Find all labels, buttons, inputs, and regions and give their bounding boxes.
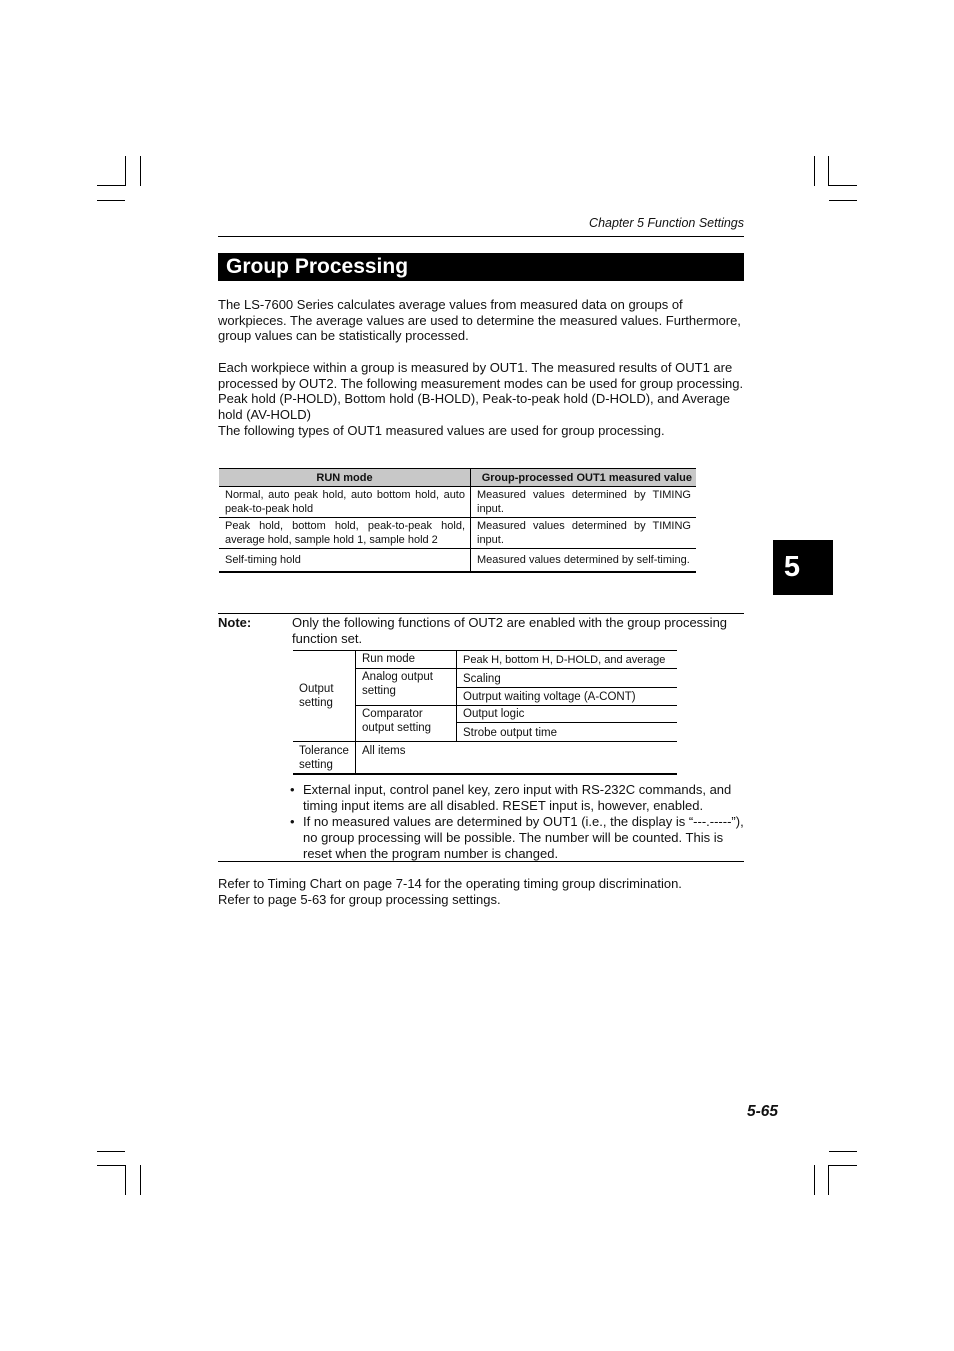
bullet-text: External input, control panel key, zero input with RS-232C commands, and timing input items are all disabled. RESET input is, however, enabled. xyxy=(303,782,732,813)
list-item xyxy=(290,814,750,862)
bullet-icon: • xyxy=(290,813,295,829)
table-cell: Measured values determined by self-timing. xyxy=(471,549,697,573)
reference-line-1: Refer to Timing Chart on page 7-14 for the operating timing group discrimination. xyxy=(218,876,682,891)
intro-paragraph-2 xyxy=(218,360,748,439)
chapter-tab: 5 xyxy=(773,540,833,595)
table-cell: Self-timing hold xyxy=(219,549,471,573)
output-logic-cell: Output logic xyxy=(457,706,678,723)
note-bullets xyxy=(290,782,750,862)
column-header: RUN mode xyxy=(219,469,471,487)
analog-output-cell: Analog output setting xyxy=(356,669,457,706)
tolerance-setting-cell: Tolerance setting xyxy=(293,742,356,775)
reference-paragraph xyxy=(218,876,748,907)
reference-line-2: Refer to page 5-63 for group processing settings. xyxy=(218,891,501,907)
intro-line-1: Each workpiece within a group is measured by OUT1. The measured results of OUT1 are processed by OUT2. The following measurement modes can be used for group processing. xyxy=(218,360,744,391)
bullet-text: If no measured values are determined by OUT1 (i.e., the display is “---.-----”), no group processing will be possible. The number will be counted. This is reset when the program number is changed. xyxy=(303,813,744,861)
table-header-row xyxy=(219,469,696,487)
column-header: Group-processed OUT1 measured value xyxy=(471,469,697,487)
intro-line-2: Peak hold (P-HOLD), Bottom hold (B-HOLD), Peak-to-peak hold (D-HOLD), and Average hold (AV-HOLD) xyxy=(218,391,731,423)
chapter-header: Chapter 5 Function Settings xyxy=(589,216,744,230)
page-title: Group Processing xyxy=(218,253,744,281)
table-cell: Peak hold, bottom hold, peak-to-peak hold, average hold, sample hold 1, sample hold 2 xyxy=(219,518,471,549)
table-cell: Measured values determined by TIMING input. xyxy=(471,518,697,549)
waiting-voltage-cell: Outrput waiting voltage (A-CONT) xyxy=(457,688,678,706)
run-mode-table xyxy=(219,468,696,573)
table-row xyxy=(293,651,677,669)
table-row xyxy=(219,487,696,518)
note-top-rule xyxy=(218,613,744,614)
note-text: Only the following functions of OUT2 are enabled with the group processing function set. xyxy=(292,615,728,646)
scaling-cell: Scaling xyxy=(457,669,678,688)
table-row xyxy=(219,518,696,549)
intro-line-3: The following types of OUT1 measured values are used for group processing. xyxy=(218,422,665,438)
table-cell: Normal, auto peak hold, auto bottom hold, auto peak-to-peak hold xyxy=(219,487,471,518)
out2-functions-table xyxy=(293,650,677,775)
table-row xyxy=(293,742,677,775)
all-items-cell: All items xyxy=(356,742,678,775)
table-cell: Measured values determined by TIMING input. xyxy=(471,487,697,518)
header-rule xyxy=(218,236,744,237)
intro-paragraph-1 xyxy=(218,297,748,344)
comparator-output-cell: Comparator output setting xyxy=(356,706,457,742)
table-row xyxy=(219,549,696,573)
run-mode-cell: Run mode xyxy=(356,651,457,669)
strobe-output-cell: Strobe output time xyxy=(457,723,678,742)
note-label: Note: xyxy=(218,615,252,630)
note-bottom-rule xyxy=(218,861,744,862)
run-mode-value-cell: Peak H, bottom H, D-HOLD, and average xyxy=(457,651,678,669)
bullet-icon: • xyxy=(290,782,295,797)
list-item xyxy=(290,782,750,814)
output-setting-cell: Output setting xyxy=(293,651,356,742)
intro-text-1: The LS-7600 Series calculates average values from measured data on groups of workpieces. The average values are used to determine the measured values. Furthermore, group values can be statistically processed. xyxy=(218,297,741,344)
page-number: 5-65 xyxy=(746,1103,778,1120)
